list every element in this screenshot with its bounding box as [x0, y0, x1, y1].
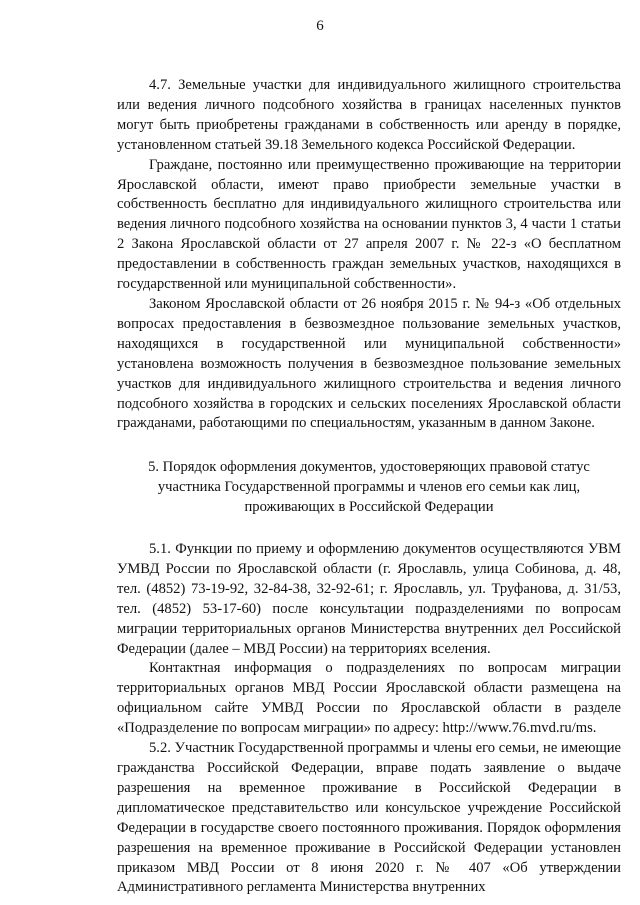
- paragraph-5-1: 5.1. Функции по приему и оформлению документов осуществляются УВМ УМВД России по Ярославской области (г. Ярославль, улица Собинова, д. 48, тел. (4852) 73-19-92, 32-84-38, 32-92-61; г. Ярославль, ул. Труфанова, д. 31/53, тел. (4852) 53-17-60) после консультации подразделениями по вопросам миграции территориальных органов Министерства внутренних дел Российской Федерации (далее – МВД России) на территориях вселения.: [117, 541, 621, 657]
- section-heading-line: проживающих в Российской Федерации: [244, 499, 494, 516]
- section-5-heading: [127, 458, 611, 518]
- paragraph-contact-info: Контактная информация о подразделениях по вопросам миграции территориальных органов МВД России Ярославской области размещена на официальном сайте УМВД России по Ярославской области в разделе «Подразделение по вопросам миграции» по адресу: http://www.76.mvd.ru/ms.: [117, 660, 621, 737]
- paragraph-citizens-land-right: Граждане, постоянно или преимущественно проживающие на территории Ярославской области, имеют право приобрести земельные участки в собственность бесплатно для индивидуального жилищного строительства или ведения личного подсобного хозяйства на основании пунктов 3, 4 части 1 статьи 2 Закона Ярославской области от 27 апреля 2007 г. № 22-з «О бесплатном предоставлении в собственность граждан земельных участков, находящихся в государственной или муниципальной собственности».: [117, 156, 621, 293]
- document-body: [117, 76, 621, 898]
- paragraph-5-2: 5.2. Участник Государственной программы и члены его семьи, не имеющие гражданства Российской Федерации, вправе подать заявление о выдаче разрешения на временное проживание в Российской Федерации в дипломатическое представительство или консульское учреждение Российской Федерации в государстве своего постоянного проживания. Порядок оформления разрешения на временное проживание в Российской Федерации установлен приказом МВД России от 8 июня 2020 г. № 407 «Об утверждении Административного регламента Министерства внутренних: [117, 740, 621, 896]
- section-heading-line: участника Государственной программы и членов его семьи как лиц,: [157, 479, 581, 496]
- page-number: 6: [316, 18, 324, 34]
- paragraph-law-94z: Законом Ярославской области от 26 ноября 2015 г. № 94-з «Об отдельных вопросах предоставления в безвозмездное пользование земельных участков, находящихся в государственной или муниципальной собственности» установлена возможность получения в безвозмездное пользование земельных участков для индивидуального жилищного строительства и ведения личного подсобного хозяйства в городских и сельских поселениях Ярославской области гражданами, работающими по специальностям, указанным в данном Законе.: [117, 295, 621, 432]
- paragraph-4-7: 4.7. Земельные участки для индивидуального жилищного строительства или ведения личного подсобного хозяйства в границах населенных пунктов могут быть приобретены гражданами в собственность или аренду в порядке, установленном статьей 39.18 Земельного кодекса Российской Федерации.: [117, 77, 621, 153]
- section-heading-line: 5. Порядок оформления документов, удостоверяющих правовой статус: [148, 459, 590, 476]
